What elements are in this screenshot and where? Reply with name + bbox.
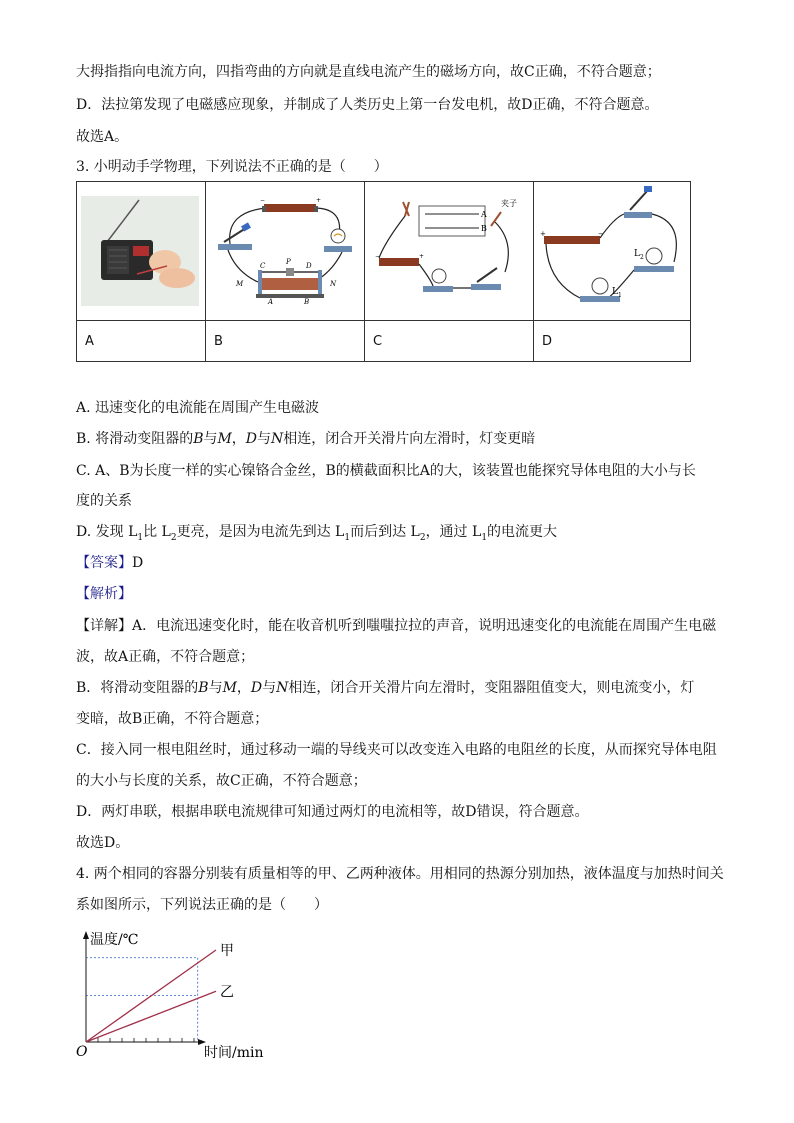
svg-text:+: + bbox=[316, 197, 322, 204]
label-b: B bbox=[481, 224, 487, 233]
temperature-time-chart bbox=[70, 926, 280, 1066]
question-3: 3. 小明动手学物理，下列说法不正确的是（ ） bbox=[76, 159, 388, 175]
label-a: A bbox=[481, 210, 487, 219]
analysis-heading: 【解析】 bbox=[76, 586, 132, 602]
svg-text:−: − bbox=[598, 230, 604, 238]
option-c-cont: 度的关系 bbox=[76, 493, 132, 509]
explanation-line: C．接入同一根电阻丝时，通过移动一端的导线夹可以改变连入电路的电阻丝的长度，从而探究导体电阻 bbox=[76, 742, 717, 758]
text-line: 大拇指指向电流方向，四指弯曲的方向就是直线电流产生的磁场方向，故C正确，不符合题意； bbox=[76, 64, 661, 80]
figure-table bbox=[76, 181, 691, 362]
question-4-cont: 系如图所示，下列说法正确的是（ ） bbox=[76, 897, 328, 913]
figure-a-radio-photo bbox=[77, 182, 205, 316]
svg-text:−: − bbox=[260, 197, 266, 204]
figure-c-wire-circuit bbox=[365, 182, 533, 316]
option-b: B. 将滑动变阻器的𝐵与𝑀，𝐷与𝑁相连，闭合开关滑片向左滑时，灯变更暗 bbox=[76, 431, 536, 447]
answer: 【答案】D bbox=[76, 555, 144, 571]
label-cell-c: C bbox=[365, 321, 534, 362]
y-axis-arrow bbox=[83, 931, 89, 939]
option-d: D. 发现 $L_1$比 $L_2$更亮，是因为电流先到达 $L_1$而后到达 $L_2$，通过 $L_1$的电流更大 bbox=[76, 524, 558, 543]
series-line-yi bbox=[86, 991, 216, 1042]
figure-b-rheostat-circuit bbox=[206, 182, 364, 316]
x-axis-label: 时间/min bbox=[204, 1045, 264, 1061]
figure-b-cell bbox=[206, 182, 365, 321]
svg-text:+: + bbox=[540, 230, 546, 238]
svg-text:−: − bbox=[375, 253, 381, 260]
text-line: D．法拉第发现了电磁感应现象，并制成了人类历史上第一台发电机，故D正确，不符合题意。 bbox=[76, 97, 659, 113]
explanation-line: B．将滑动变阻器的𝐵与𝑀，𝐷与𝑁相连，闭合开关滑片向左滑时，变阻器阻值变大，则电流变小，灯 bbox=[76, 680, 695, 696]
label-p: P bbox=[286, 258, 291, 266]
figure-d-cell bbox=[534, 182, 691, 321]
label-a: A bbox=[268, 298, 274, 306]
series-line-jia bbox=[86, 950, 216, 1042]
origin-label: O bbox=[76, 1044, 88, 1060]
label-c: C bbox=[260, 262, 266, 270]
explanation-line: 故选D。 bbox=[76, 835, 130, 851]
label-cell-a: A bbox=[77, 321, 206, 362]
label-n: N bbox=[330, 280, 337, 288]
series-label-yi: 乙 bbox=[220, 984, 234, 1001]
label-l1: $L_1$ bbox=[612, 287, 622, 299]
option-c: C. A、B为长度一样的实心镍铬合金丝，B的横截面积比A的大，该装置也能探究导体电阻的大小与长 bbox=[76, 463, 696, 479]
series-label-jia: 甲 bbox=[220, 942, 234, 959]
explanation-line: D．两灯串联，根据串联电流规律可知通过两灯的电流相等，故D错误，符合题意。 bbox=[76, 804, 589, 820]
label-cell-b: B bbox=[206, 321, 365, 362]
question-4: 4. 两个相同的容器分别装有质量相等的甲、乙两种液体。用相同的热源分别加热，液体温度与加热时间关 bbox=[76, 866, 724, 882]
explanation-line: 【详解】A．电流迅速变化时，能在收音机听到嗤嗤拉拉的声音，说明迅速变化的电流能在周围产生电磁 bbox=[76, 618, 717, 634]
explanation-line: 波，故A正确，不符合题意； bbox=[76, 649, 255, 665]
label-l2: $L_2$ bbox=[634, 249, 644, 261]
label-m: M bbox=[236, 280, 244, 288]
label-b: B bbox=[304, 298, 310, 306]
text-line: 故选A。 bbox=[76, 129, 129, 145]
figure-d-two-lamps-circuit bbox=[534, 182, 690, 316]
figure-c-cell bbox=[365, 182, 534, 321]
option-a: A. 迅速变化的电流能在周围产生电磁波 bbox=[76, 400, 320, 416]
explanation-line: 的大小与长度的关系，故C正确，不符合题意； bbox=[76, 773, 367, 789]
y-axis-label: 温度/℃ bbox=[90, 932, 139, 948]
label-d: D bbox=[306, 262, 312, 270]
label-cell-d: D bbox=[534, 321, 691, 362]
label-clip: 夹子 bbox=[501, 199, 517, 208]
svg-text:+: + bbox=[419, 253, 425, 260]
explanation-line: 变暗，故B正确，不符合题意； bbox=[76, 711, 269, 727]
figure-a-cell bbox=[77, 182, 206, 321]
